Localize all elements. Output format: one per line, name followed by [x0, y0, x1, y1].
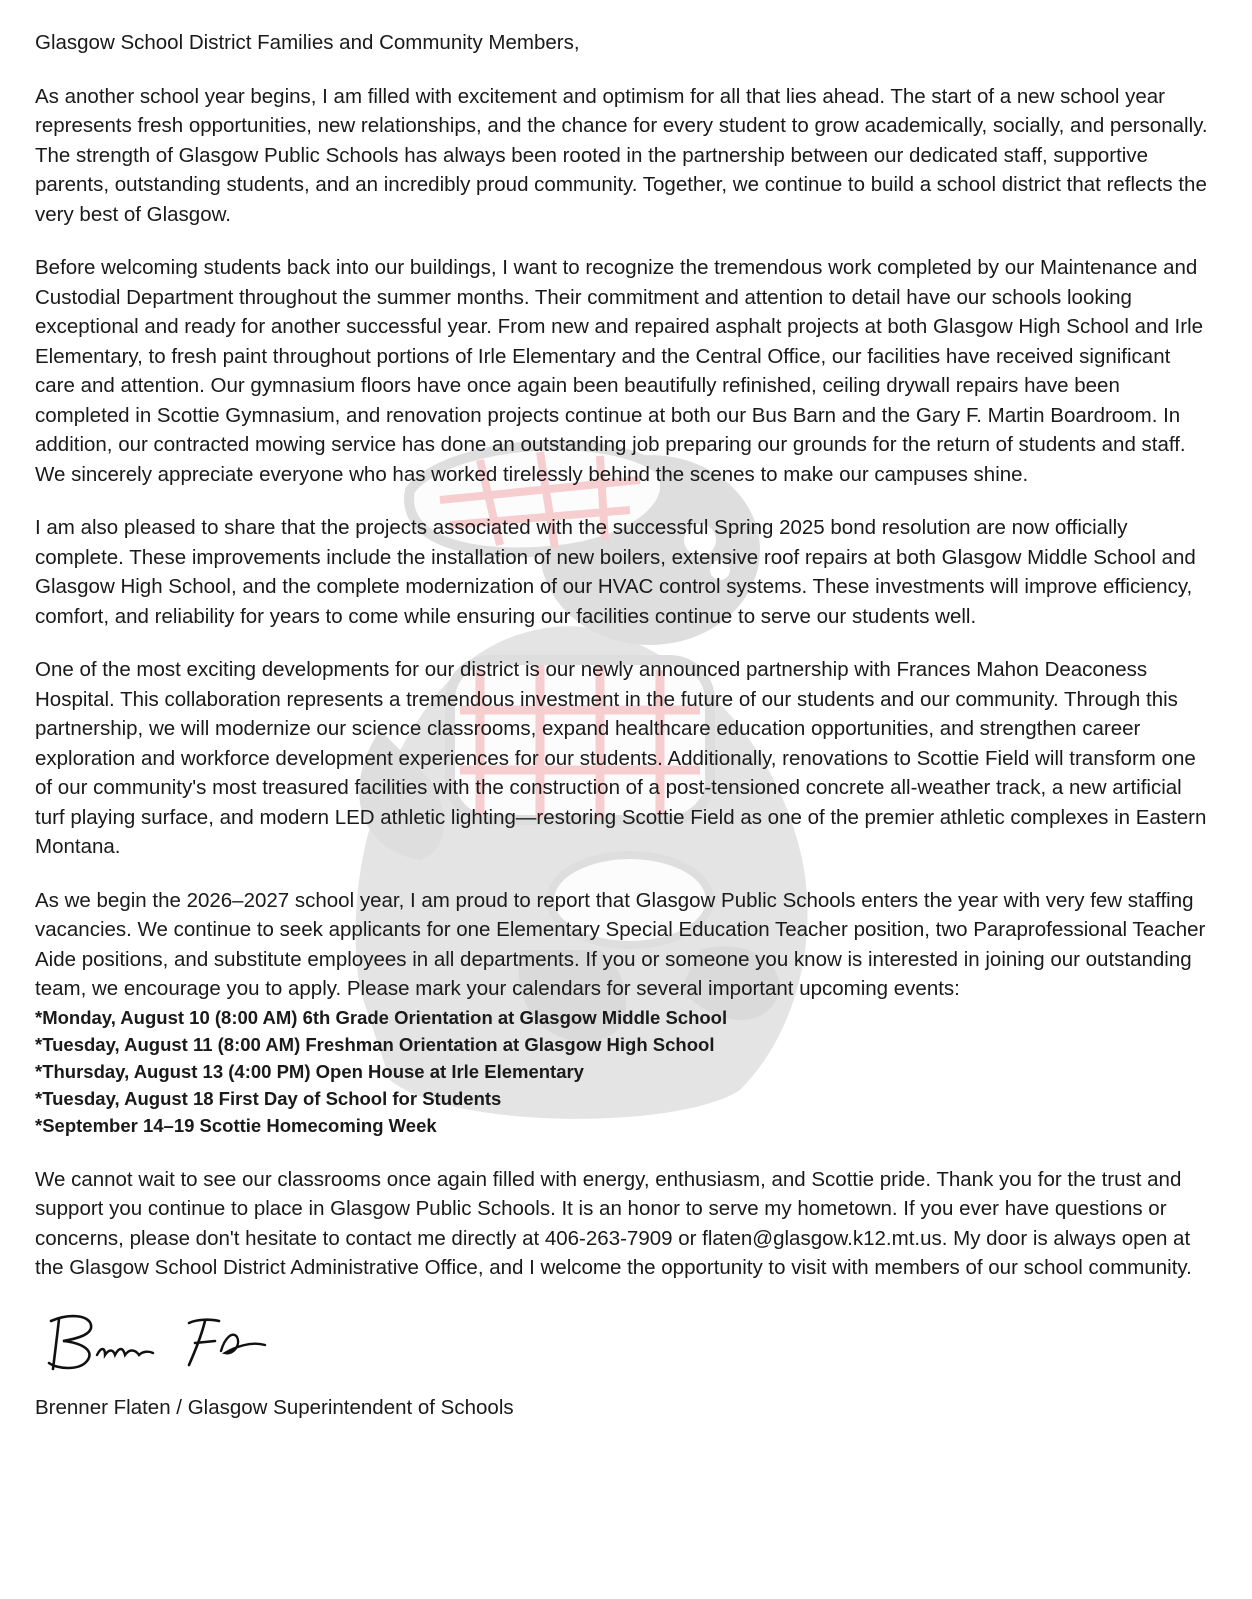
paragraph-closing: We cannot wait to see our classrooms once again filled with energy, enthusiasm, and Scottie pride. Thank you for the trust and support you continue to place in Glasgow Public Schools. It is an honor to serve my hometown. If you ever have questions or concerns, please don't hesitate to contact me directly at 406-263-7909 or flaten@glasgow.k12.mt.us. My door is always open at the Glasgow School District Administrative Office, and I welcome the opportunity to visit with members of our school community. — [35, 1167, 1192, 1279]
events-list — [35, 1004, 1215, 1139]
paragraph-staffing: As we begin the 2026–2027 school year, I am proud to report that Glasgow Public Schools enters the year with very few staffing vacancies. We continue to seek applicants for one Elementary Special Education Teacher position, two Paraprofessional Teacher Aide positions, and substitute employees in all departments. If you or someone you know is interested in joining our outstanding team, we encourage you to apply. Please mark your calendars for several important upcoming events: — [35, 888, 1206, 1000]
paragraph-bond-projects: I am also pleased to share that the projects associated with the successful Spring 2025 bond resolution are now officially complete. These improvements include the installation of new boilers, extensive roof repairs at both Glasgow Middle School and Glasgow High School, and the complete modernization of our HVAC control systems. These investments will improve efficiency, comfort, and reliability for years to come while ensuring our facilities continue to serve our students well. — [35, 516, 1196, 628]
letter-body — [35, 28, 1215, 1422]
event-item: *Tuesday, August 11 (8:00 AM) Freshman Orientation at Glasgow High School — [35, 1033, 715, 1055]
signoff-name-title: Brenner Flaten / Glasgow Superintendent of Schools — [35, 1395, 514, 1419]
letter-greeting: Glasgow School District Families and Community Members, — [35, 31, 580, 54]
event-item: *September 14–19 Scottie Homecoming Week — [35, 1114, 437, 1136]
event-item: *Monday, August 10 (8:00 AM) 6th Grade Orientation at Glasgow Middle School — [35, 1006, 728, 1028]
event-item: *Tuesday, August 18 First Day of School for Students — [35, 1087, 502, 1109]
paragraph-maintenance: Before welcoming students back into our buildings, I want to recognize the tremendous work completed by our Maintenance and Custodial Department throughout the summer months. Their commitment and attention to detail have our schools looking exceptional and ready for another successful year. From new and repaired asphalt projects at both Glasgow High School and Irle Elementary, to fresh paint throughout portions of Irle Elementary and the Central Office, our facilities have received significant care and attention. Our gymnasium floors have once again been beautifully refinished, ceiling drywall repairs have been completed in Scottie Gymnasium, and renovation projects continue at both our Bus Barn and the Gary F. Martin Boardroom. In addition, our contracted mowing service has done an outstanding job preparing our grounds for the return of students and staff. We sincerely appreciate everyone who has worked tirelessly behind the scenes to make our campuses shine. — [35, 256, 1204, 486]
event-item: *Thursday, August 13 (4:00 PM) Open House at Irle Elementary — [35, 1060, 584, 1082]
handwritten-signature — [39, 1307, 279, 1379]
paragraph-partnership: One of the most exciting developments for our district is our newly announced partnership with Frances Mahon Deaconess Hospital. This collaboration represents a tremendous investment in the future of our students and our community. Through this partnership, we will modernize our science classrooms, expand healthcare education opportunities, and strengthen career exploration and workforce development experiences for our students. Additionally, renovations to Scottie Field will transform one of our community's most treasured facilities with the construction of a post-tensioned concrete all-weather track, a new artificial turf playing surface, and modern LED athletic lighting—restoring Scottie Field as one of the premier athletic complexes in Eastern Montana. — [35, 658, 1207, 858]
paragraph-intro: As another school year begins, I am filled with excitement and optimism for all that lies ahead. The start of a new school year represents fresh opportunities, new relationships, and the chance for every student to grow academically, socially, and personally. The strength of Glasgow Public Schools has always been rooted in the partnership between our dedicated staff, supportive parents, outstanding students, and an incredibly proud community. Together, we continue to build a school district that reflects the very best of Glasgow. — [35, 84, 1208, 226]
